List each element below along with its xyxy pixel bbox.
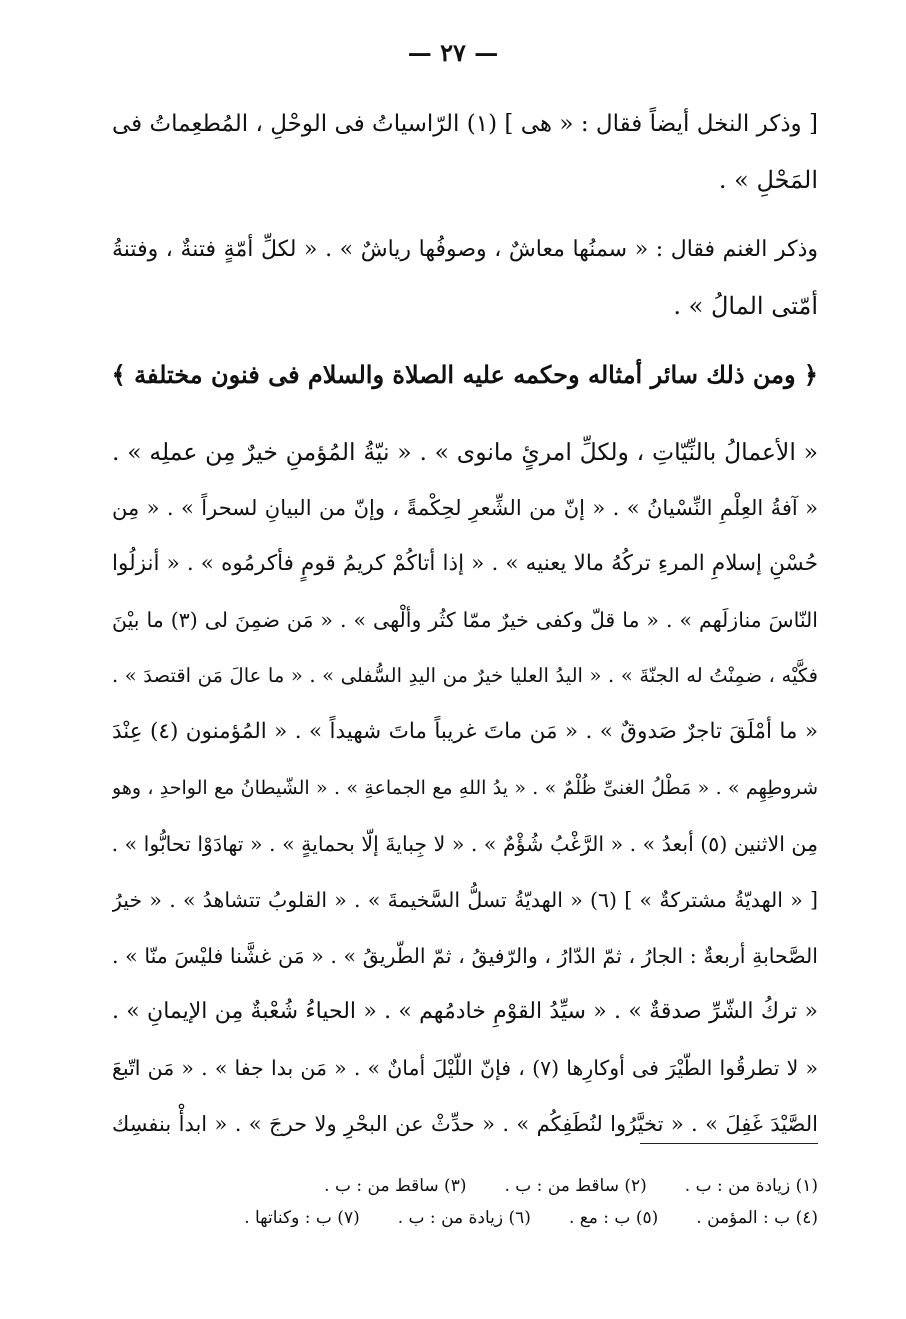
text-line: وذكر الغنم فقال : « سمنُها معاشٌ ، وصوفُها رياشٌ » . « لكلِّ أمّةٍ فتنةٌ ، وفتنةُ bbox=[112, 237, 818, 262]
footnotes bbox=[112, 1170, 818, 1234]
text-line: الصَّيْدَ غَفِلَ » . « تخيَّرُوا لنُطَفِكُم » . « حدِّثْ عن البحْرِ ولا حرجَ » . « ابدأْ بنفسِك bbox=[112, 1112, 818, 1136]
text-line: « آفةُ العِلْمِ النِّسْيانُ » . « إنّ من الشِّعرِ لحِكْمةً ، وإنّ من البيانِ لسحراً » . « مِن bbox=[112, 496, 818, 520]
text-line: حُسْنِ إسلامِ المرءِ تركُهُ مالا يعنيه » . « إذا أتاكُمْ كريمُ قومٍ فأكرمُوه » . « أنزلُوا bbox=[112, 551, 818, 576]
text-line: فكَّيْه ، ضمِنْتُ له الجنّةَ » . « اليدُ العليا خيرٌ من اليدِ السُّفلى » . « ما عالَ مَن اقتصدَ » . bbox=[112, 664, 818, 687]
paragraph-sheep bbox=[112, 222, 818, 334]
footnote-row bbox=[112, 1202, 818, 1234]
footnote-5: (٥) ب : مع . bbox=[568, 1208, 659, 1228]
text-line: [ وذكر النخل أيضاً فقال : « هى ] (١) الرّاسياتُ فى الوحْلِ ، المُطعِماتُ فى bbox=[112, 111, 818, 137]
footnote-2: (٢) ساقط من : ب . bbox=[504, 1176, 647, 1196]
text-line: أمّتى المالُ » . bbox=[673, 292, 818, 320]
text-line: « الأعمالُ بالنِّيّاتِ ، ولكلِّ امرئٍ مانوى » . « نيّةُ المُؤمنِ خيرٌ مِن عملِه » . bbox=[112, 438, 818, 466]
section-heading: ﴿ ومن ذلك سائر أمثاله وحكمه عليه الصلاة والسلام فى فنون مختلفة ﴾ bbox=[111, 360, 818, 389]
footnote-6: (٦) زيادة من : ب . bbox=[397, 1208, 531, 1228]
text-line: النّاسَ منازلَهم » . « ما قلّ وكفى خيرٌ ممّا كثُر وألْهى » . « مَن ضمِنَ لى (٣) ما بيْنَ bbox=[112, 608, 818, 632]
footnote-7: (٧) ب : وكناتها . bbox=[244, 1208, 360, 1228]
text-line: « ما أمْلَقَ تاجرٌ صَدوقٌ » . « مَن ماتَ غريباً ماتَ شهيداً » . « المُؤمنون (٤) عِنْدَ bbox=[112, 719, 818, 744]
footnote-3: (٣) ساقط من : ب . bbox=[324, 1176, 467, 1196]
footnote-1: (١) زيادة من : ب . bbox=[684, 1176, 818, 1196]
text-line: « لا تطرقُوا الطّيْرَ فى أوكارِها (٧) ، فإنّ اللّيْلَ أمانٌ » . « مَن بدا جفا » . « مَن اتّبعَ bbox=[112, 1056, 818, 1080]
text-line: مِن الاثنين (٥) أبعدُ » . « الرَّغْبُ شُؤْمٌ » . « لا جِبايةَ إلّا بحمايةٍ » . « تهادَوْا تحابُّوا » . bbox=[112, 832, 818, 856]
footnote-divider bbox=[640, 1143, 818, 1144]
paragraph-palm-trees bbox=[112, 96, 818, 208]
text-line: [ « الهديّةُ مشتركةٌ » ] (٦) « الهديّةُ تسلُّ السَّخيمةَ » . « القلوبُ تتشاهدُ » . « خيرُ bbox=[112, 888, 818, 912]
paragraph-sayings bbox=[112, 424, 818, 1152]
text-line: شروطِهِم » . « مَطْلُ الغنىِّ ظُلْمٌ » . « يدُ اللهِ مع الجماعةِ » . « الشّيطانُ مع الواحدِ ، وهو bbox=[112, 777, 818, 799]
text-line: المَحْلِ » . bbox=[718, 166, 818, 194]
footnote-row bbox=[112, 1170, 818, 1202]
page-number: — ٢٧ — bbox=[407, 38, 499, 67]
text-line: « تركُ الشّرِّ صدقةٌ » . « سيِّدُ القوْمِ خادمُهم » . « الحياءُ شُعْبةٌ مِن الإيمانِ » . bbox=[112, 999, 818, 1024]
text-line: الصَّحابةِ أربعةٌ : الجارُ ، ثمّ الدّارُ ، والرّفيقُ ، ثمّ الطّريقُ » . « مَن غشَّنا فليْسَ منّا » . bbox=[112, 944, 818, 968]
footnote-4: (٤) ب : المؤمن . bbox=[696, 1208, 818, 1228]
